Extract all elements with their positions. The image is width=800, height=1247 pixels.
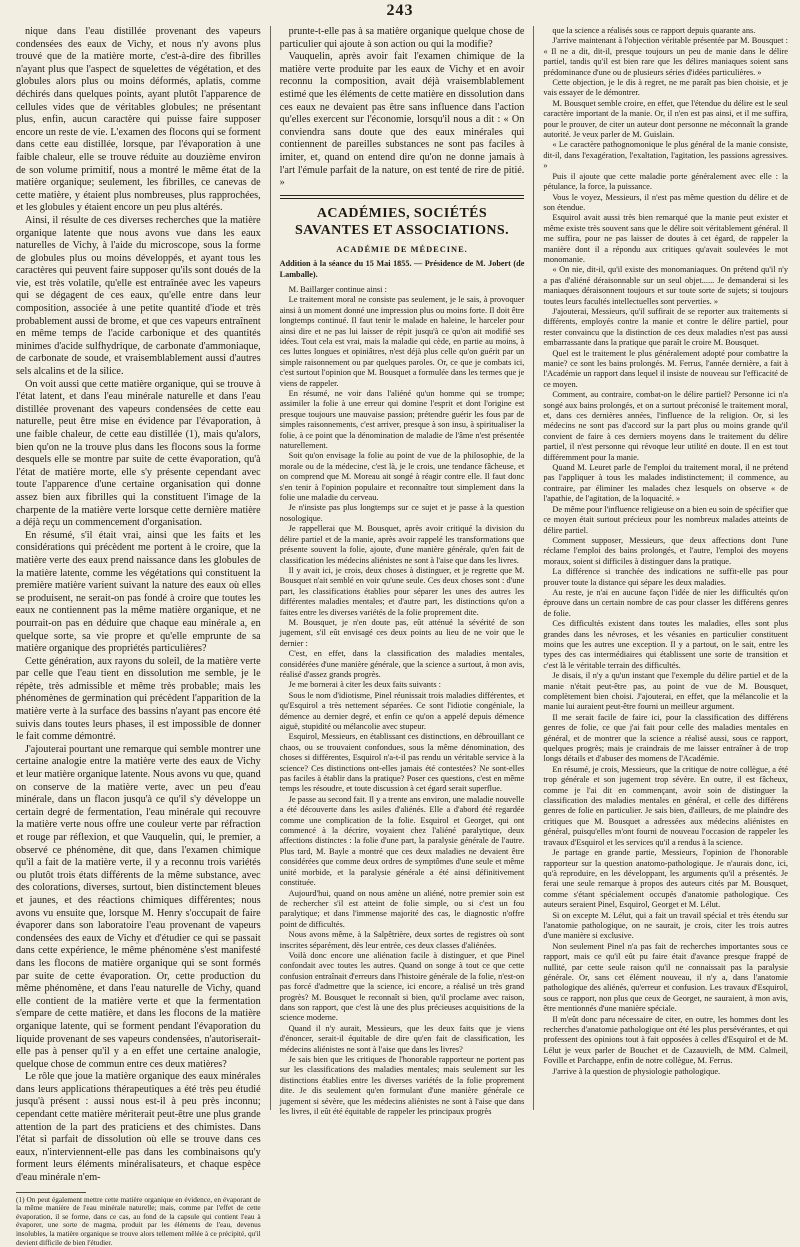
paragraph: Nous avons même, à la Salpêtrière, deux sortes de registres où sont inscrites séparément, dès leur entrée, ces deux classes d'aliénées. <box>279 930 525 950</box>
paragraph: Ainsi, il résulte de ces diverses recherches que la matière organique latente que nous avons vue dans les eaux naturelles de Vichy, à l'aide du microscope, sous la forme de globules plus ou moins développés, et ayant tous les caractères qui peuvent faire supposer qu'ils sont doués de la vie, est très volatile, qu'elle est entraînée avec les vapeurs qui se dégagent de ces eaux, qu'elle entre dans leur composition, associée à une petite quantité d'iode et très probablement aussi de brome, et que ces vapeurs entraînent en même temps de l'acide carbonique et des quantités minimes d'acide sulfhydrique, de carbonate d'ammoniaque, de carbonate de soude, et vraisemblablement aussi d'autres sels alcalins et de la silice. <box>16 214 261 378</box>
paragraph: Ces difficultés existent dans toutes les maladies, elles sont plus grandes dans les névroses, et les vésanies en particulier constituent moins que les autres une exception. Il y a partout, on le sait, entre les types des cas intermédiaires qui établissent une sorte de transition et c'est là le véritable terrain des difficultés. <box>543 619 789 670</box>
column-left <box>16 26 261 1247</box>
session-note: Addition à la séance du 15 Mai 1855. — Présidence de M. Jobert (de Lamballe). <box>279 259 525 279</box>
paragraph: C'est, en effet, dans la classification des maladies mentales, considérées d'une manière générale, que la science a surtout, à mon avis, réalisé d'assez grands progrès. <box>279 649 525 679</box>
paragraph: En résumé, ne voir dans l'aliéné qu'un homme qui se trompe; assimiler la folie à une erreur qui domine l'esprit et dont l'origine est presque toujours une mauvaise passion; prétendre guérir les fous par de simples raisonnements, c'est arriver, presque à son insu, à spiritualiser la folie, à ce point que la dénomination de maladie de l'âme n'est présentée naturellement. <box>279 389 525 451</box>
paragraph: « Le caractère pathognomonique le plus général de la manie consiste, dit-il, dans l'exagération, l'exaltation, l'agitation, les passions agressives. » <box>543 140 789 171</box>
section-heading: ACADÉMIES, SOCIÉTÉS SAVANTES ET ASSOCIATIONS. <box>295 205 510 238</box>
paragraph: J'arrive à la question de physiologie pathologique. <box>552 1066 721 1076</box>
paragraph: prunte-t-elle pas à sa matière organique quelque chose de particulier qui ajoute à son action ou qui la modifie? <box>279 26 525 50</box>
paragraph: Je rappellerai que M. Bousquet, après avoir critiqué la division du délire partiel et de la manie, après avoir rappelé les transformations que présente souvent la folie, ajoute, d'une manière générale, qu'en fait de classification les médecins aliénistes ne sont à l'aise que dans les livres. <box>279 524 525 565</box>
paragraph: Je n'insiste pas plus longtemps sur ce sujet et je passe à la question nosologique. <box>279 503 525 523</box>
paragraph: Soit qu'on envisage la folie au point de vue de la philosophie, de la morale ou de la médecine, c'est là, je le crois, une tendance fâcheuse, et on comprend que M. Moreau ait songé à réagir contre elle. Il faut donc s'en tenir à l'opinion populaire et reconnaître tout simplement dans la folie une maladie du cerveau. <box>279 451 525 503</box>
paragraph: Vauquelin, après avoir fait l'examen chimique de la matière verte produite par les eaux de Vichy et en avoir reconnu la composition, avait déjà vraisemblablement estimé que les éléments de cette matière en dissolution dans ces eaux ne devaient pas être sans influence dans l'action qu'elles exercent sur l'économie, lorsqu'il nous a dit : « On conviendra sans doute que des eaux minérales qui contiennent de pareilles substances ne sont pas faciles à imiter, et, quand on entend dire qu'on ne donne jamais à l'art l'émule parfait de la nature, on est tenté de rire de pitié. » <box>279 51 525 189</box>
section-divider <box>280 195 525 199</box>
paragraph: Voilà donc encore une aliénation facile à distinguer, et que Pinel confondait avec toutes les autres. Quand on songe à tout ce que cette confusion entraînait d'erreurs dans l'histoire générale de la folie, n'est-on pas forcé d'admettre que la science, ici encore, a réalisé un très grand progrès? M. Bousquet le reconnaît si bien, qu'il proclame avec raison, dans son rapport, que c'est là une des plus précieuses acquisitions de la science moderne. <box>279 950 525 1023</box>
paragraph: Je partage en grande partie, Messieurs, l'opinion de l'honorable rapporteur sur la question anatomo-pathologique. Je n'aurais donc, ici, qu'à reproduire, en les développant, les arguments qu'il a présentés. Je ferai une seule remarque à propos des auteurs cités par M. Bousquet, comme s'étant spécialement occupés d'anatomie pathologique. Ces auteurs seraient Pinel, Esquirol, Georget et M. Lélut. <box>543 848 789 910</box>
article-body-middle <box>280 26 525 190</box>
paragraph: Non seulement Pinel n'a pas fait de recherches importantes sous ce rapport, mais ce qu'il eût pu faire était d'avance presque frappé de nullité, par cette seule raison qu'il ne connaissait pas la paralysie générale. Or, sans cet élément nouveau, il n'y a, dans l'anatomie pathologique des aliénés, qu'erreur et confusion. Les travaux d'Esquirol, sous ce rapport, non plus que ceux de Georget, ne sauraient, à mon avis, être mentionnés d'une manière spéciale. <box>543 941 789 1014</box>
paragraph: Il y avait ici, je crois, deux choses à distinguer, et je regrette que M. Bousquet n'ait semblé en voir qu'une seule. Ces deux choses sont : d'une part, les classifications établies pour séparer les unes des autres les différentes maladies mentales; et d'autre part, les distinctions qu'on a faites entre les diverses variétés de la folie proprement dite. <box>279 565 525 617</box>
paragraph: que la science a réalisés sous ce rapport depuis quarante ans. <box>552 26 756 35</box>
paragraph: Au reste, je n'ai en aucune façon l'idée de nier les difficultés qu'on éprouve dans un certain nombre de cas pour classer les différens genres de folie. <box>543 587 789 618</box>
paragraph: Cette objection, je le dis à regret, ne me paraît pas bien choisie, et je vais essayer de le démontrer. <box>543 78 789 98</box>
paragraph: Si on excepte M. Lélut, qui a fait un travail spécial et très étendu sur l'anatomie pathologique, on ne saurait, je crois, citer les trois autres d'une manière si exclusive. <box>543 910 789 941</box>
paragraph: Quand M. Leuret parle de l'emploi du traitement moral, il ne prétend pas l'appliquer à tous les malades indistinctement; il commence, au contraire, par éliminer les malades chez lesquels on observe « de l'apathie, de l'agitation, de la loquacité. » <box>543 463 789 504</box>
paragraph: Comment, au contraire, combat-on le délire partiel? Personne ici n'a songé aux bains prolongés, et on a surtout préconisé le traitement moral, et, dans ces dernières années, l'influence de la religion. Or, si les médecins ne sont pas d'accord sur la part plus ou moins grande qu'il convient de faire à ces derniers moyens dans le traitement du délire partiel, il n'est personne qui révoque leur utilité en doute. Il en est tout différemment pour la manie. <box>543 390 789 462</box>
column-divider <box>270 26 271 1110</box>
paragraph: La différence si tranchée des indications ne suffit-elle pas pour prouver toute la distance qui sépare les deux maladies. <box>543 567 789 587</box>
paragraph: Puis il ajoute que cette maladie porte généralement avec elle : la pétulance, la force, la puissance. <box>543 171 789 192</box>
paragraph: Je disais, il n'y a qu'un instant que l'exemple du délire partiel et de la manie n'était peut-être pas, au point de vue de M. Bousquet, complètement bien choisi. J'ajouterai, en effet, que la mélancolie et la manie lui auraient peut-être fourni un meilleur argument. <box>543 671 789 712</box>
paragraph: M. Bousquet, je n'en doute pas, eût atténué la sévérité de son jugement, s'il eût envisagé ces deux points au lieu de ne voir que le dernier : <box>279 617 525 648</box>
paragraph: Le rôle que joue la matière organique des eaux minérales dans leurs applications thérapeutiques a été très peu étudié jusqu'à présent : aussi nous est-il à peu près inconnu; cependant cette matière mériterait peut-être une plus grande attention de la part des praticiens et des chimistes. Dans l'état si parfait de dissolution où elle se trouve dans ces eaux, n'interviennent-elle pas dans les combinaisons qu'y forment leurs éléments minéralisateurs, et chaque espèce d'eau minérale n'em- <box>16 1071 261 1184</box>
paragraph: En résumé, s'il était vrai, ainsi que les faits et les considérations qui précèdent me portent à le croire, que la matière verte des eaux prend naissance dans les globules de la matière latente, comme les végétations qui constituent la première matière varient suivant la nature des eaux où elles se produisent, ne serait-on pas fondé à croire que toutes les eaux ne contiennent pas la même matière organique, et ne pourrait-on pas en déduire que chaque eau minérale a, en quelque sorte, sa vie propre et qu'elle emprunte de sa matière organique des propriétés particulières? <box>16 529 261 655</box>
paragraph: Cette génération, aux rayons du soleil, de la matière verte par celle que l'eau tient en dissolution me semble, je le répète, très admissible et même très probable; mais les phénomènes de germination qui précèdent l'apparition de la matière verte à la surface des bassins n'ayant pas encore été suivis dans toutes leurs phases, il est impossible de donner le fait comme démontré. <box>16 655 261 743</box>
paragraph: Il me serait facile de faire ici, pour la classification des différens genres de folie, ce que j'ai fait pour celle des maladies mentales en général, et de montrer que la science a réalisé aussi, sous ce rapport, quelques progrès; mais je craindrais de me laisser entraîner à de trop longs détails et d'abuser des momens de l'Académie. <box>543 712 789 764</box>
footnote-divider <box>16 1192 86 1193</box>
paragraph: On voit aussi que cette matière organique, qui se trouve à l'état latent, et dans l'eau minérale naturelle et dans l'eau distillée provenant des vapeurs condensées de cette eau naturelle, peut être mise en évidence par l'évaporation, à une faible chaleur, de cette eau distillée (1), mais qu'alors, bien qu'on ne la trouve plus dans les flocons sous la forme desquels elle se montre par suite de cette évaporation, qu'à l'état de matière morte, elle s'y présente cependant avec toute l'apparence d'une certaine organisation qui donne assez bien aux fibrilles qui la constituent l'image de la charpente de la matière verte lorsque cette dernière matière a déjà reçu un commencement d'organisation. <box>16 378 261 529</box>
paragraph: Je sais bien que les critiques de l'honorable rapporteur ne portent pas sur les classifications des maladies mentales; mais seulement sur les distinctions établies entre les diverses variétés de la folie proprement dite. Je dis seulement qu'en formulant d'une manière générale ce jugement si sévère, que les médecins aliénistes ne sont à l'aise que dans les livres, il eût été équitable de rappeler les principaux progrès <box>279 1055 525 1117</box>
column-right <box>543 26 788 1110</box>
paragraph: En résumé, je crois, Messieurs, que la critique de notre collègue, a été trop générale et son jugement trop sévère. En outre, il est fâcheux, comme je l'ai dit en commençant, avoir soin de distinguer la classification des maladies mentales en général, et celle des différens genres de folie en particulier. Je sais bien, d'ailleurs, de me plaindre des critiques que M. Bousquet a adressées aux médecins aliénistes en général, puisqu'elles m'ont fourni de nouveau l'occasion de rappeler les travaux d'Esquirol et les services qu'il a rendus à la science. <box>543 764 789 847</box>
paragraph: M. Bousquet semble croire, en effet, que l'étendue du délire est le seul caractère important de la manie. Or, il n'en est pas ainsi, et il me suffira, pour le prouver, de citer un auteur dont personne ne méconnaît la grande autorité. Je veux parler de M. Guislain. <box>543 98 789 140</box>
page-number: 243 <box>386 2 414 19</box>
paragraph: Vous le voyez, Messieurs, il n'est pas même question du délire et de son étendue. <box>543 192 789 212</box>
speaker-intro: M. Baillarger continue ainsi : <box>288 284 387 294</box>
paragraph: J'ajouterai, Messieurs, qu'il suffirait de se reporter aux traitements si différents, employés contre la manie et contre le délire partiel, pour rester convaincu que la distinction de ces deux maladies n'est pas aussi embarrassante dans la pratique que paraît le croire M. Bousquet. <box>543 306 789 348</box>
paragraph: « On nie, dit-il, qu'il existe des monomaniaques. On prétend qu'il n'y a pas d'aliéné déraisonnable sur un seul objet...... Je demanderai si les maniaques déraisonnent toujours et sur toute sorte de sujets; si toujours toutes leurs facultés intellectuelles sont perverties. » <box>543 265 789 306</box>
paragraph: Esquirol, Messieurs, en établissant ces distinctions, en débrouillant ce chaos, ou se trouvaient confondues, sous la même dénomination, des choses si différentes, Esquirol n'a-t-il pas rendu un véritable service à la science? Ces distinctions ont-elles jamais été contestées? Ne sont-elles pas faciles à établir dans la pratique? Poser ces questions, c'est en même temps les résoudre, et toute discussion à cet égard serait superflue. <box>279 732 525 794</box>
paragraph: J'arrive maintenant à l'objection véritable présentée par M. Bousquet : « Il ne a dit, dit-il, presque toujours un peu de manie dans le délire partiel, tandis qu'il est bien rare que les délires maniaques soient sans prédominance d'une ou de plusieurs séries d'idées particulières. » <box>543 36 789 77</box>
paragraph: Quel est le traitement le plus généralement adopté pour combattre la manie? ce sont les bains prolongés. M. Ferrus, l'année dernière, a fait à l'Académie un rapport dans lequel il insiste de nouveau sur l'efficacité de ce moyen. <box>543 348 789 389</box>
sub-heading: ACADÉMIE DE MÉDECINE. <box>336 244 468 254</box>
paragraph: J'ajouterai pourtant une remarque qui semble montrer une certaine analogie entre la matière verte des eaux de Vichy et leur matière organique latente. Nous avons vu que, quand on conserve de la matière verte, avec un peu d'eau minérale, dans un flacon jusqu'à ce qu'il s'y développe un certain degré de fermentation, l'eau minérale qui recouvre la matière verte nous offre une couleur verte par réfraction et rouge par réflexion, et que Vauquelin, qui, le premier, a observé ce phénomène, dit que, dans l'examen chimique qu'il a fait de la matière verte, il y a reconnu trois variétés ou plutôt trois états différents de la même substance, avec des colorations, diverses, surtout, bien distinctement bleues et jaunes, et des réactions chimiques différentes; nous avons vu ensuite que, lorsque M. Henry s'occupait de faire évaporer dans son laboratoire l'eau provenant de vapeurs condensées des eaux de Vichy et d'étudier ce qui se passait dans cette expérience, le même phénomène s'est manifesté dans les flocons de matière organique qui se sont formés par suite de cette évaporation. Or, cette production du même phénomène, et dans l'eau naturelle de Vichy, quand elle contient de la matière verte et que la fermentation s'empare de cette matière, et dans les flocons de la matière organique latente, qui se forment pendant l'évaporation du liquide provenant de ses vapeurs condensées, n'autoriserait-elle pas à penser qu'il y a en effet une certaine analogie, quelque chose de commun entre ces deux matières? <box>16 743 261 1070</box>
paragraph: Quand il n'y aurait, Messieurs, que les deux faits que je viens d'énoncer, serait-il équitable de dire qu'en fait de classification, les médecins aliénistes ne sont à l'aise que dans les livres? <box>279 1023 525 1054</box>
text-columns <box>16 26 789 1247</box>
paragraph: Le traitement moral ne consiste pas seulement, je le sais, à provoquer ainsi à un moment donné une impression plus ou moins forte. Il doit être longtemps continué. Il faut tenir le malade en haleine, le harceler pour ainsi dire et ne pas lui laisser de répit jusqu'à ce qu'on ait modifié ses idées. Tout cela est vrai, mais la maladie qui cède, en partie au moins, à ces luttes longues et opiniâtres, n'est déjà plus celle qu'on guérit par un simple raisonnement ou par quelques paroles. Or, ce que je combats ici, c'est surtout l'opinion que M. Bousquet a formulée dans les termes que je viens de rappeler. <box>279 295 525 388</box>
paragraph: nique dans l'eau distillée provenant des vapeurs condensées des eaux de Vichy, et nous n'y avons plus trouvé que de la matière morte, c'est-à-dire des fibrilles n'ayant plus que l'aspect de squelettes de végétation, et des globules alors plus ou moins déformés, aplatis, comme déchirés dans quelques points, ayant plutôt l'apparence de cellules vides que de véritables globules; ne présentant plus, enfin, aucun caractère qui puisse faire supposer encore un reste de vie. L'examen des flocons qui se forment dans cette eau distillée, lorsque, par l'évaporation à une faible chaleur, elle se trouve réduite au douzième environ de son volume primitif, nous a montré le même état de la matière organique; seulement, les fibrilles, ce canevas de cette matière, y étaient plus nombreuses, plus rapprochées, et les globules y étaient encore un peu plus altérés. <box>16 26 261 214</box>
paragraph: Je passe au second fait. Il y a trente ans environ, une maladie nouvelle a été découverte dans les asiles d'aliénés. Elle a d'abord été regardée comme une complication de la folie. Esquirol et Georget, qui ont commencé à la décrire, voyaient chez l'aliéné paralytique, deux affections distinctes : la folie d'une part, la paralysie générale de l'autre. Plus tard, M. Bayle a montré que ces deux maladies ne devaient être considérées que comme deux ordres de symptômes d'une seule et même unité morbide, et la paralysie générale a été ainsi définitivement constituée. <box>279 794 525 888</box>
paragraph: Sous le nom d'idiotisme, Pinel réunissait trois maladies différentes, et qu'Esquirol a très nettement séparées. Ce sont l'idiotie congéniale, la démence au dernier degré, et enfin ce qu'on a appelé depuis démence aiguë, stupidité ou mélancolie avec stupeur. <box>279 690 525 731</box>
column-middle <box>279 26 525 1117</box>
paragraph: De même pour l'influence religieuse on a bien eu soin de spécifier que ce moyen était surtout précieux pour les nombreux malades atteints de délire partiel. <box>543 504 789 535</box>
paragraph: Comment supposer, Messieurs, que deux affections dont l'une réclame l'emploi des bains prolongés, et l'autre, l'emploi des moyens moraux, soient si difficiles à distinguer dans la pratique. <box>543 535 789 566</box>
paragraph: Esquirol avait aussi très bien remarqué que la manie peut exister et même existe très souvent sans que le délire soit véritablement général. Il me suffira, pour ne pas laisser de doutes à cet égard, de rappeler la manière dont il a répondu aux critiques qu'avait soulevées le mot monomanie. <box>543 213 789 264</box>
footnote: (1) On peut également mettre cette matière organique en évidence, en évaporant de la même manière de l'eau minérale naturelle; mais, comme par l'effet de cette évaporation, il se forme, dans ce cas, au fond de la capsule qui contient l'eau à évaporer, une sorte de magma, produit par les éléments de l'eau, devenus insolubles, la matière organique se trouve alors tellement mêlée à ce précipité, qu'il devient difficile de bien l'étudier. <box>16 1194 261 1247</box>
paragraph: Aujourd'hui, quand on nous amène un aliéné, notre premier soin est de rechercher s'il est atteint de folie simple, ou si c'est un fou paralytique; et dans l'immense majorité des cas, le diagnostic n'offre point de difficultés. <box>279 888 525 929</box>
column-divider <box>533 26 534 1110</box>
paragraph: Il m'eût donc paru nécessaire de citer, en outre, les hommes dont les recherches d'anatomie pathologique ont été les plus persévérantes, et qui professent des opinions tout à fait opposées à celles d'Esquirol et de M. Lélut je veux parler de Bouchet et de Cazauvielh, de MM. Calmeil, Foville et Parchappe, enfin de notre collègue, M. Ferrus. <box>543 1014 789 1066</box>
article-body-left <box>16 26 261 1185</box>
paragraph: Je me bornerai à citer les deux faits suivants : <box>288 680 442 690</box>
